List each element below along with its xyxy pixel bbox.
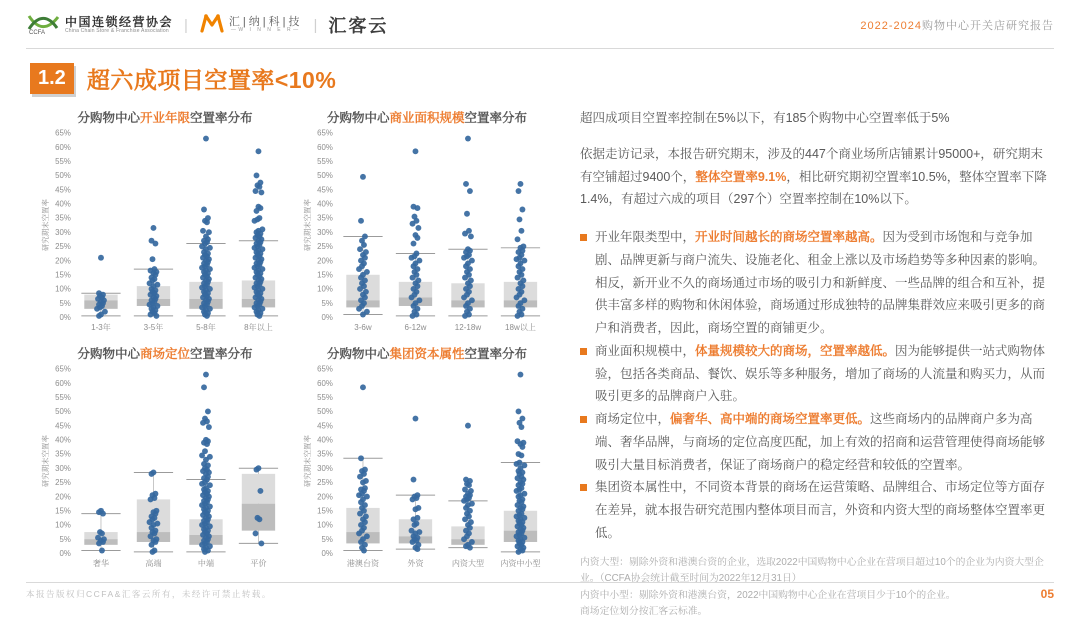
boxplot-scatter-chart [39, 362, 291, 571]
y-tick-label: 20% [55, 256, 71, 265]
y-tick-label: 15% [317, 271, 333, 280]
y-tick-label: 65% [317, 129, 333, 138]
data-point [150, 256, 156, 262]
bullet-square-icon [580, 416, 587, 423]
data-point [515, 275, 521, 281]
x-category-label: 中端 [198, 558, 214, 568]
winner-m-icon [199, 12, 225, 39]
data-point [516, 549, 522, 555]
chart-title-prefix: 分购物中心 [77, 111, 140, 125]
logo-group [26, 11, 388, 40]
data-point [204, 313, 210, 319]
data-point [203, 372, 209, 378]
text-run: 这些商场内的品牌商户多为高端、奢华品牌，与商场的定位高度匹配，加上有效的招商和运营管理使得商场能够吸引大量目标消费者，保证了商场商户的稳定经营和较低的空置率。 [595, 412, 1045, 472]
y-tick-label: 45% [55, 185, 71, 194]
data-point [518, 452, 524, 458]
header [0, 0, 1080, 46]
y-tick-label: 30% [317, 228, 333, 237]
data-point [357, 286, 363, 292]
y-tick-label: 60% [317, 143, 333, 152]
boxplot-scatter-chart [301, 126, 553, 335]
data-point [515, 236, 521, 242]
y-tick-label: 50% [55, 171, 71, 180]
data-point [409, 295, 415, 301]
data-point [148, 312, 154, 318]
data-point [360, 384, 366, 390]
data-point [256, 516, 262, 522]
data-point [202, 549, 208, 555]
huikeyun-logo: 汇客云 [328, 12, 388, 38]
y-tick-label: 45% [55, 421, 71, 430]
text-run: 商业面积规模中， [595, 344, 695, 358]
data-point [518, 228, 524, 234]
chart-title [77, 108, 252, 126]
data-point [205, 408, 211, 414]
data-point [518, 181, 524, 187]
y-tick-label: 5% [59, 535, 70, 544]
x-category-label: 12-18w [455, 323, 482, 332]
x-category-label: 外资 [407, 558, 424, 568]
data-point [519, 444, 525, 450]
data-point [415, 225, 421, 231]
page-title: 超六成项目空置率<10% [87, 62, 336, 95]
bullet-text [595, 408, 1054, 476]
data-point [462, 516, 468, 522]
header-rule [26, 48, 1054, 49]
y-axis-label: 研究期末空置率 [40, 435, 50, 488]
y-tick-label: 50% [317, 407, 333, 416]
bullet-square-icon [580, 348, 587, 355]
text-run: 商场定位中， [595, 412, 670, 426]
y-tick-label: 35% [55, 214, 71, 223]
y-tick-label: 20% [55, 492, 71, 501]
y-tick-label: 35% [317, 450, 333, 459]
y-tick-label: 45% [317, 185, 333, 194]
data-point [461, 255, 467, 261]
data-point [206, 424, 212, 430]
data-point [356, 266, 362, 272]
data-point [204, 219, 210, 225]
x-category-label: 18w以上 [505, 322, 536, 332]
bullet-list [580, 226, 1054, 545]
chart-capital-type [296, 335, 558, 571]
chart-title [327, 344, 527, 362]
svg-text:CCFA: CCFA [29, 30, 45, 35]
data-point [258, 190, 264, 196]
data-point [150, 549, 156, 555]
x-category-label: 内资中小型 [500, 558, 540, 568]
chart-title-highlight: 商场定位 [140, 347, 190, 361]
y-tick-label: 65% [317, 365, 333, 374]
x-category-label: 港澳台资 [347, 558, 380, 568]
y-tick-label: 35% [317, 214, 333, 223]
data-point [414, 205, 420, 211]
footnote-line: 内资大型：剔除外资和港澳台资的企业，选取2022中国购物中心企业在营项目超过10个的企业为内资大型企业。（CCFA协会统计截至时间为2022年12月31日） [580, 555, 1054, 588]
winner-subtitle: —W I N N E R— [231, 28, 301, 34]
chart-title-prefix: 分购物中心 [77, 347, 140, 361]
copyright-text: 本报告版权归CCFA&汇客云所有，未经许可禁止转载。 [26, 588, 272, 600]
data-point [203, 136, 209, 142]
data-point [357, 246, 363, 252]
data-point [100, 511, 106, 517]
section-title-row [30, 62, 1054, 95]
x-category-label: 8年以上 [244, 322, 273, 332]
winner-name: 汇|纳|科|技 [229, 16, 303, 29]
ccfa-logo-text [65, 16, 173, 35]
highlight-text: 整体空置率9.1% [695, 170, 786, 184]
data-point [468, 234, 474, 240]
footnote-line: 商场定位划分按汇客云标准。 [580, 604, 1054, 621]
bullet-item [580, 226, 1054, 340]
y-tick-label: 60% [55, 379, 71, 388]
data-point [149, 542, 155, 548]
data-point [518, 424, 524, 430]
y-tick-label: 65% [55, 129, 71, 138]
y-tick-label: 25% [317, 242, 333, 251]
x-category-label: 1-3年 [91, 322, 111, 332]
x-category-label: 6-12w [405, 323, 427, 332]
y-tick-label: 40% [55, 200, 71, 209]
data-point [254, 172, 260, 178]
y-tick-label: 25% [55, 242, 71, 251]
x-category-label: 3-6w [354, 323, 372, 332]
data-point [252, 218, 258, 224]
y-tick-label: 20% [317, 492, 333, 501]
ccfa-logo [26, 11, 173, 40]
x-category-label: 内资大型 [452, 558, 484, 568]
ccfa-subtitle: China Chain Store & Franchise Association [65, 29, 173, 35]
data-point [200, 228, 206, 234]
text-run: 因为受到市场饱和与竞争加剧、品牌更新与商户流失、设施老化、租金上涨以及市场趋势等多种因素的影响。相反，新开业不久的商场通过市场的吸引力和新鲜度、一些品牌的组合和互补，提供丰富多样的购物和休闲体验，商场通过形成独特的品牌集群效应来吸引更多的商户和消费者，因此，商场空置的商铺更少。 [595, 230, 1045, 335]
lead-statement: 超四成项目空置率控制在5%以下，有185个购物中心空置率低于5% [580, 109, 1054, 128]
chart-title-suffix: 空置率分布 [190, 347, 253, 361]
y-tick-label: 10% [317, 285, 333, 294]
data-point [516, 188, 522, 194]
y-tick-label: 50% [55, 407, 71, 416]
chart-area-scale [296, 99, 558, 335]
highlight-text: 偏奢华、高中端的商场空置率更低。 [670, 412, 870, 426]
chart-title [77, 344, 252, 362]
y-tick-label: 5% [59, 299, 70, 308]
data-point [149, 471, 155, 477]
x-category-label: 奢华 [93, 558, 109, 568]
data-point [356, 531, 362, 537]
data-point [360, 312, 366, 318]
data-point [99, 548, 105, 554]
data-point [148, 496, 154, 502]
footnote-line: 内资中小型：剔除外资和港澳台资，2022中国购物中心企业在营项目少于10个的企业。 [580, 588, 1054, 605]
data-point [200, 420, 206, 426]
data-point [357, 511, 363, 517]
data-point [464, 211, 470, 217]
x-category-label: 3-5年 [144, 322, 164, 332]
data-point [253, 531, 259, 537]
y-tick-label: 60% [317, 379, 333, 388]
y-tick-label: 45% [317, 421, 333, 430]
report-tag [860, 17, 1054, 33]
bullet-item [580, 408, 1054, 476]
chart-positioning [34, 335, 296, 571]
y-tick-label: 10% [317, 521, 333, 530]
data-point [153, 313, 159, 319]
y-tick-label: 25% [317, 478, 333, 487]
y-tick-label: 0% [321, 549, 332, 558]
data-point [410, 496, 416, 502]
data-point [94, 306, 100, 312]
footer [26, 587, 1054, 601]
data-point [258, 540, 264, 546]
data-point [465, 136, 471, 142]
y-tick-label: 40% [317, 436, 333, 445]
chart-title-suffix: 空置率分布 [465, 347, 528, 361]
x-category-label: 5-8年 [196, 322, 216, 332]
chart-title-prefix: 分购物中心 [327, 111, 390, 125]
data-point [98, 255, 104, 261]
summary-paragraph [580, 143, 1054, 211]
winner-logo-text [229, 16, 303, 34]
bullet-text [595, 476, 1054, 544]
highlight-text: 开业时间越长的商场空置率越高。 [695, 230, 883, 244]
bullet-item [580, 340, 1054, 408]
data-point [360, 479, 366, 485]
analysis-panel [580, 99, 1054, 621]
y-tick-label: 55% [55, 393, 71, 402]
data-point [462, 275, 468, 281]
chart-title-highlight: 集团资本属性 [389, 347, 464, 361]
chart-title-highlight: 商业面积规模 [389, 111, 464, 125]
chart-title-suffix: 空置率分布 [190, 111, 253, 125]
data-point [358, 455, 364, 461]
text-run: ，相比研究期初空置率10.5%，整体空置率下降1.4%，有超过六成的项目（297个）空置率控制在10%以下。 [580, 170, 1047, 207]
data-point [409, 255, 415, 261]
data-point [96, 313, 102, 319]
logo-divider: | [182, 17, 190, 34]
winner-tech-logo [199, 12, 303, 39]
y-tick-label: 55% [317, 157, 333, 166]
bullet-item [580, 476, 1054, 544]
data-point [413, 416, 419, 422]
bullet-square-icon [580, 234, 587, 241]
y-axis-label: 研究期末空置率 [40, 199, 50, 252]
bullet-text [595, 226, 1054, 340]
ccfa-name: 中国连锁经营协会 [65, 16, 173, 29]
data-point [410, 313, 416, 319]
y-axis-label: 研究期末空置率 [302, 435, 312, 488]
y-tick-label: 30% [55, 228, 71, 237]
y-tick-label: 25% [55, 478, 71, 487]
text-run: 依据走访记录，本报告研究期末，涉及的447个商业场所店铺累计95000+，研究期末有空铺超过9400个， [580, 147, 1043, 184]
y-tick-label: 10% [55, 285, 71, 294]
text-run: 因为能够提供一站式购物体验，包括各类商品、餐饮、娱乐等多种服务，增加了商场的人流量和购买力，从而吸引更多的品牌商户入驻。 [595, 344, 1045, 404]
data-point [414, 546, 420, 552]
data-point [256, 148, 262, 154]
data-point [410, 221, 416, 227]
y-tick-label: 30% [317, 464, 333, 473]
text-run: 集团资本属性中，不同资本背景的商场在运营策略、品牌组合、市场定位等方面存在差异，就本报告研究范围内整体项目而言，外资和内资大型的商场整体空置率更低。 [595, 480, 1045, 540]
data-point [517, 216, 523, 222]
data-point [462, 231, 468, 237]
y-tick-label: 60% [55, 143, 71, 152]
data-point [411, 241, 417, 247]
y-tick-label: 55% [55, 157, 71, 166]
y-tick-label: 5% [321, 535, 332, 544]
footer-rule [26, 582, 1054, 583]
data-point [411, 477, 417, 483]
y-tick-label: 35% [55, 450, 71, 459]
data-point [467, 188, 473, 194]
data-point [462, 313, 468, 319]
data-point [467, 545, 473, 551]
y-tick-label: 30% [55, 464, 71, 473]
data-point [151, 225, 157, 231]
chart-title-suffix: 空置率分布 [465, 111, 528, 125]
y-tick-label: 40% [317, 200, 333, 209]
y-tick-label: 10% [55, 521, 71, 530]
data-point [254, 208, 260, 214]
data-point [360, 174, 366, 180]
page-number: 05 [1041, 587, 1054, 601]
y-tick-label: 55% [317, 393, 333, 402]
data-point [152, 241, 158, 247]
data-point [253, 188, 259, 194]
main-content [0, 99, 1080, 621]
data-point [413, 148, 419, 154]
data-point [356, 306, 362, 312]
chart-title [327, 108, 527, 126]
y-tick-label: 15% [55, 507, 71, 516]
charts-grid [34, 99, 558, 621]
data-point [254, 467, 260, 473]
section-number-badge: 1.2 [30, 63, 74, 94]
data-point [413, 506, 419, 512]
y-tick-label: 15% [317, 507, 333, 516]
data-point [461, 536, 467, 542]
bullet-text [595, 340, 1054, 408]
data-point [412, 522, 418, 528]
bullet-square-icon [580, 484, 587, 491]
ccfa-ribbon-icon [26, 11, 60, 40]
data-point [514, 295, 520, 301]
data-point [257, 488, 263, 494]
chart-title-highlight: 开业年限 [140, 111, 190, 125]
data-point [201, 207, 207, 213]
y-tick-label: 20% [317, 256, 333, 265]
data-point [361, 548, 367, 554]
data-point [414, 235, 420, 241]
data-point [463, 181, 469, 187]
y-tick-label: 50% [317, 171, 333, 180]
y-tick-label: 0% [59, 549, 70, 558]
data-point [201, 384, 207, 390]
x-category-label: 平价 [250, 558, 266, 568]
logo-divider: | [312, 17, 320, 34]
data-point [358, 218, 364, 224]
x-category-label: 高端 [145, 558, 161, 568]
chart-open-years [34, 99, 296, 335]
y-axis-label: 研究期末空置率 [302, 199, 312, 252]
boxplot-scatter-chart [301, 362, 553, 571]
data-point [518, 372, 524, 378]
chart-title-prefix: 分购物中心 [327, 347, 390, 361]
y-tick-label: 5% [321, 299, 332, 308]
y-tick-label: 0% [321, 313, 332, 322]
highlight-text: 体量规模较大的商场，空置率越低。 [695, 344, 895, 358]
y-tick-label: 15% [55, 271, 71, 280]
report-tag-title: 购物中心开关店研究报告 [922, 20, 1054, 32]
y-tick-label: 65% [55, 365, 71, 374]
data-point [357, 474, 363, 480]
data-point [96, 540, 102, 546]
y-tick-label: 40% [55, 436, 71, 445]
boxplot-scatter-chart [39, 126, 291, 335]
y-tick-label: 0% [59, 313, 70, 322]
data-point [519, 207, 525, 213]
data-point [461, 295, 467, 301]
report-tag-years: 2022-2024 [860, 20, 922, 32]
data-point [410, 275, 416, 281]
data-point [465, 423, 471, 429]
data-point [515, 313, 521, 319]
data-point [256, 313, 262, 319]
text-run: 开业年限类型中， [595, 230, 695, 244]
data-point [204, 441, 210, 447]
data-point [410, 539, 416, 545]
data-point [516, 408, 522, 414]
